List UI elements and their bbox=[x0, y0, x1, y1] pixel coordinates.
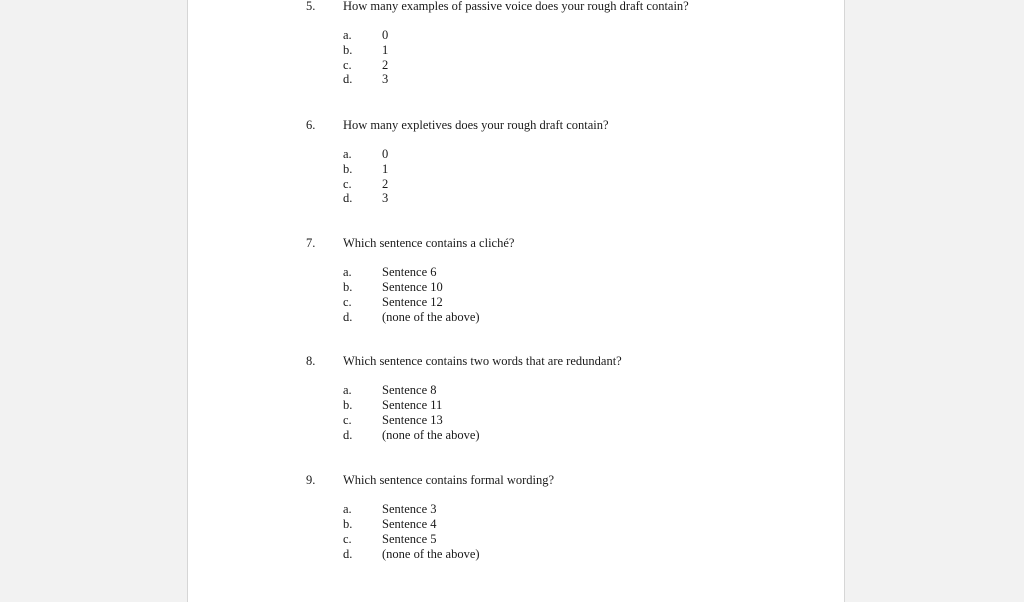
option-b bbox=[188, 43, 846, 58]
option-b bbox=[188, 398, 846, 413]
question-number: 6. bbox=[306, 118, 316, 132]
option-c bbox=[188, 58, 846, 73]
option-value: Sentence 5 bbox=[382, 532, 437, 546]
option-value: 3 bbox=[382, 191, 389, 205]
option-value: 0 bbox=[382, 28, 389, 42]
option-letter: a. bbox=[343, 502, 352, 516]
option-value: Sentence 11 bbox=[382, 398, 443, 412]
option-a bbox=[188, 383, 846, 398]
option-letter: d. bbox=[343, 547, 353, 561]
option-d bbox=[188, 428, 846, 443]
option-value: Sentence 12 bbox=[382, 295, 443, 309]
option-d bbox=[188, 191, 846, 206]
option-a bbox=[188, 265, 846, 280]
option-c bbox=[188, 532, 846, 547]
option-value: Sentence 3 bbox=[382, 502, 437, 516]
option-letter: b. bbox=[343, 162, 353, 176]
option-value: 1 bbox=[382, 43, 389, 57]
option-value: (none of the above) bbox=[382, 310, 480, 324]
option-letter: c. bbox=[343, 532, 352, 546]
option-letter: c. bbox=[343, 58, 352, 72]
option-value: Sentence 6 bbox=[382, 265, 437, 279]
option-value: 0 bbox=[382, 147, 389, 161]
option-letter: a. bbox=[343, 147, 352, 161]
option-letter: c. bbox=[343, 413, 352, 427]
option-letter: c. bbox=[343, 177, 352, 191]
option-letter: d. bbox=[343, 428, 353, 442]
option-value: Sentence 8 bbox=[382, 383, 437, 397]
question-number: 7. bbox=[306, 236, 316, 250]
option-c bbox=[188, 295, 846, 310]
question-number: 9. bbox=[306, 473, 316, 487]
option-letter: a. bbox=[343, 265, 352, 279]
option-a bbox=[188, 502, 846, 517]
option-a bbox=[188, 147, 846, 162]
option-letter: b. bbox=[343, 398, 353, 412]
option-c bbox=[188, 177, 846, 192]
option-value: Sentence 10 bbox=[382, 280, 443, 294]
option-letter: c. bbox=[343, 295, 352, 309]
option-value: 3 bbox=[382, 72, 389, 86]
question-text: Which sentence contains a cliché? bbox=[343, 236, 515, 250]
option-letter: a. bbox=[343, 28, 352, 42]
question-number: 5. bbox=[306, 0, 316, 13]
option-a bbox=[188, 28, 846, 43]
option-letter: d. bbox=[343, 72, 353, 86]
option-b bbox=[188, 162, 846, 177]
question-text: How many expletives does your rough draft contain? bbox=[343, 118, 609, 132]
question-text: Which sentence contains two words that are redundant? bbox=[343, 354, 622, 368]
question-text: How many examples of passive voice does your rough draft contain? bbox=[343, 0, 689, 13]
option-d bbox=[188, 547, 846, 562]
option-value: 2 bbox=[382, 177, 389, 191]
option-value: (none of the above) bbox=[382, 547, 480, 561]
document-page bbox=[187, 0, 845, 602]
option-d bbox=[188, 72, 846, 87]
option-letter: d. bbox=[343, 310, 353, 324]
option-value: 2 bbox=[382, 58, 389, 72]
option-value: Sentence 4 bbox=[382, 517, 437, 531]
option-letter: b. bbox=[343, 517, 353, 531]
option-value: 1 bbox=[382, 162, 389, 176]
question-number: 8. bbox=[306, 354, 316, 368]
question-text: Which sentence contains formal wording? bbox=[343, 473, 555, 487]
option-letter: b. bbox=[343, 280, 353, 294]
option-value: Sentence 13 bbox=[382, 413, 443, 427]
option-letter: a. bbox=[343, 383, 352, 397]
option-c bbox=[188, 413, 846, 428]
option-letter: b. bbox=[343, 43, 353, 57]
option-b bbox=[188, 280, 846, 295]
option-letter: d. bbox=[343, 191, 353, 205]
option-value: (none of the above) bbox=[382, 428, 480, 442]
option-b bbox=[188, 517, 846, 532]
option-d bbox=[188, 310, 846, 325]
